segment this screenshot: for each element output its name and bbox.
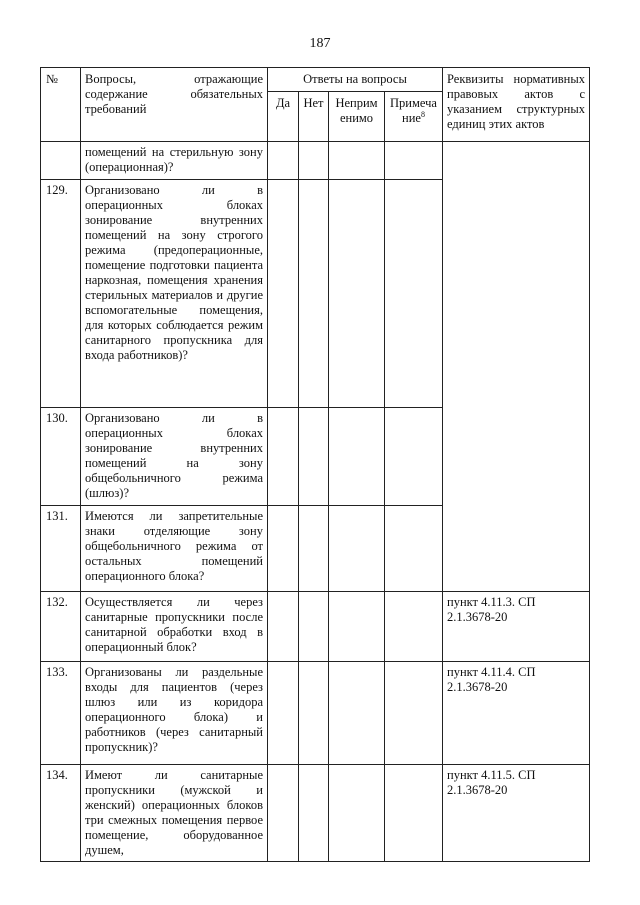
answer-no-cell <box>299 506 329 592</box>
header-row <box>41 68 590 92</box>
answer-yes-cell <box>268 662 299 765</box>
page-number: 187 <box>309 36 331 51</box>
header-note <box>385 92 443 142</box>
answer-na-cell <box>329 180 385 408</box>
row-number: 130. <box>41 408 81 506</box>
answer-note-cell <box>385 506 443 592</box>
answer-na-cell <box>329 506 385 592</box>
row-number: 132. <box>41 592 81 662</box>
answer-note-cell <box>385 142 443 180</box>
header-num: № <box>41 68 81 142</box>
table-row <box>41 142 590 180</box>
answer-na-cell <box>329 408 385 506</box>
answer-no-cell <box>299 765 329 862</box>
row-number: 134. <box>41 765 81 862</box>
row-number: 133. <box>41 662 81 765</box>
row-question: Организованы ли раздельные входы для пациентов (через шлюз или из коридора операционного блока) и работников (через санитарный пропускник)? <box>81 662 268 765</box>
row-question: Имеются ли запретительные знаки отделяющие зону общебольничного режима от остальных помещений операционного блока? <box>81 506 268 592</box>
row-question: Имеют ли санитарные пропускники (мужской и женский) операционных блоков три смежных помещения первое помещение, оборудованное душем, <box>81 765 268 862</box>
answer-no-cell <box>299 408 329 506</box>
row-number: 129. <box>41 180 81 408</box>
answer-na-cell <box>329 592 385 662</box>
header-na: Неприм енимо <box>329 92 385 142</box>
answer-na-cell <box>329 142 385 180</box>
row-question: Организовано ли в операционных блоках зонирование внутренних помещений на зону общебольничного режима (шлюз)? <box>81 408 268 506</box>
row-question: Организовано ли в операционных блоках зонирование внутренних помещений на зону строгого режима (предоперационные, помещение подготовки пациента наркозная, помещения хранения стерильных материалов и другие вспомогательные помещения, для которых соблюдается режим санитарного пропускника для входа работников)? <box>81 180 268 408</box>
answer-note-cell <box>385 180 443 408</box>
row-question: помещений на стерильную зону (операционная)? <box>81 142 268 180</box>
header-no: Нет <box>299 92 329 142</box>
answer-yes-cell <box>268 592 299 662</box>
requirements-table <box>40 67 590 862</box>
answer-na-cell <box>329 765 385 862</box>
answer-no-cell <box>299 662 329 765</box>
answer-note-cell <box>385 765 443 862</box>
header-note-text: Примеча ние <box>390 96 437 125</box>
row-number: 131. <box>41 506 81 592</box>
header-question: Вопросы, отражающие содержание обязательных требований <box>81 68 268 142</box>
answer-no-cell <box>299 592 329 662</box>
table-row <box>41 592 590 662</box>
answer-note-cell <box>385 408 443 506</box>
row-number <box>41 142 81 180</box>
row-requisites <box>443 142 590 592</box>
answer-yes-cell <box>268 408 299 506</box>
answer-no-cell <box>299 142 329 180</box>
header-requisites: Реквизиты нормативных правовых актов с указанием структурных единиц этих актов <box>443 68 590 142</box>
answer-yes-cell <box>268 142 299 180</box>
header-answers: Ответы на вопросы <box>268 68 443 92</box>
row-requisites: пункт 4.11.5. СП 2.1.3678-20 <box>443 765 590 862</box>
row-requisites: пункт 4.11.4. СП 2.1.3678-20 <box>443 662 590 765</box>
header-yes: Да <box>268 92 299 142</box>
row-question: Осуществляется ли через санитарные пропускники после санитарной обработки вход в операционный блок? <box>81 592 268 662</box>
answer-no-cell <box>299 180 329 408</box>
answer-yes-cell <box>268 180 299 408</box>
row-requisites: пункт 4.11.3. СП 2.1.3678-20 <box>443 592 590 662</box>
answer-na-cell <box>329 662 385 765</box>
answer-yes-cell <box>268 506 299 592</box>
table-row <box>41 662 590 765</box>
header-note-footnote: 8 <box>420 109 425 119</box>
answer-note-cell <box>385 662 443 765</box>
table-row <box>41 765 590 862</box>
answer-note-cell <box>385 592 443 662</box>
answer-yes-cell <box>268 765 299 862</box>
